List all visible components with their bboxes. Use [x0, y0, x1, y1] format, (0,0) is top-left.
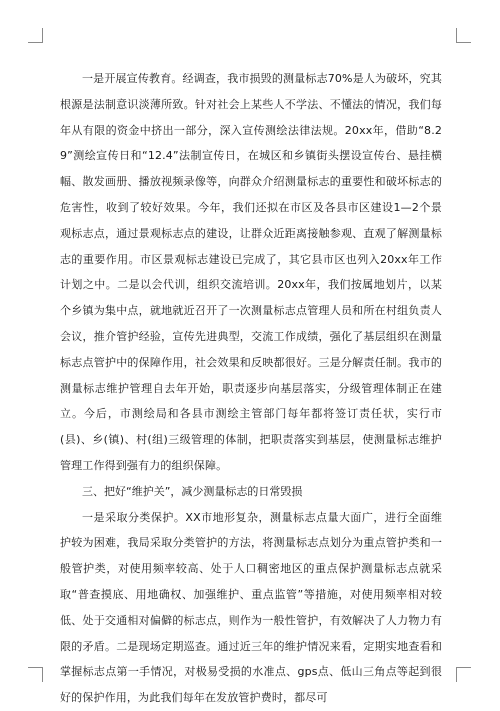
crop-mark-bottom-left [28, 667, 43, 682]
document-body [60, 66, 442, 711]
crop-mark-top-left [28, 28, 43, 43]
crop-mark-bottom-right [456, 667, 471, 682]
section-heading-maintenance: 三、把好“维护关”，减少测量标志的日常毁损 [82, 484, 303, 498]
crop-mark-top-right [456, 28, 471, 43]
paragraph-classified-protection: 一是采取分类保护。XX市地形复杂，测量标志点量大面广，进行全面维护较为困难，我局采取分类管护的方法，将测量标志点划分为重点管护类和一般管护类，对使用频率较高、处于人口稠密地区的重点保护测量标志点就采取“普查摸底、用地确权、加强维护、重点监管”等措施，对使用频率相对较低、处于交通相对偏僻的标志点，则作为一般性管护，有效解决了人力物力有限的矛盾。二是现场定期巡查。通过近三年的维护情况来看，定期实地查看和掌握标志点第一手情况，对极易受损的水准点、gps点、低山三角点等起到很好的保护作用，为此我们每年在发放管护费时，都尽可 [60, 510, 442, 705]
paragraph-publicity-education: 一是开展宣传教育。经调查，我市损毁的测量标志70%是人为破坏，究其根源是法制意识淡薄所致。针对社会上某些人不学法、不懂法的情况，我们每年从有限的资金中挤出一部分，深入宣传测绘法律法规。20xx年，借助“8.29”测绘宣传日和“12.4”法制宣传日，在城区和乡镇街头摆设宣传台、悬挂横幅、散发画册、播放视频录像等，向群众介绍测量标志的重要性和破坏标志的危害性，收到了较好效果。今年，我们还拟在市区及各县市区建设1—2个景观标志点，通过景观标志点的建设，让群众近距离接触参观、直观了解测量标志的重要作用。市区景观标志建设已完成了，其它县市区也列入20xx年工作计划之中。二是以会代训，组织交流培训。20xx年，我们按属地划片，以某个乡镇为集中点，就地就近召开了一次测量标志点管理人员和所在村组负责人会议，推介管护经验，宣传先进典型，交流工作成绩，强化了基层组织在测量标志点管护中的保障作用，社会效果和反映都很好。三是分解责任制。我市的测量标志维护管理自去年开始，职责逐步向基层落实，分级管理体制正在建立。今后，市测绘局和各县市测绘主管部门每年都将签订责任状，实行市(县)、乡(镇)、村(组)三级管理的体制，把职责落实到基层，使测量标志维护管理工作得到强有力的组织保障。 [60, 72, 442, 472]
